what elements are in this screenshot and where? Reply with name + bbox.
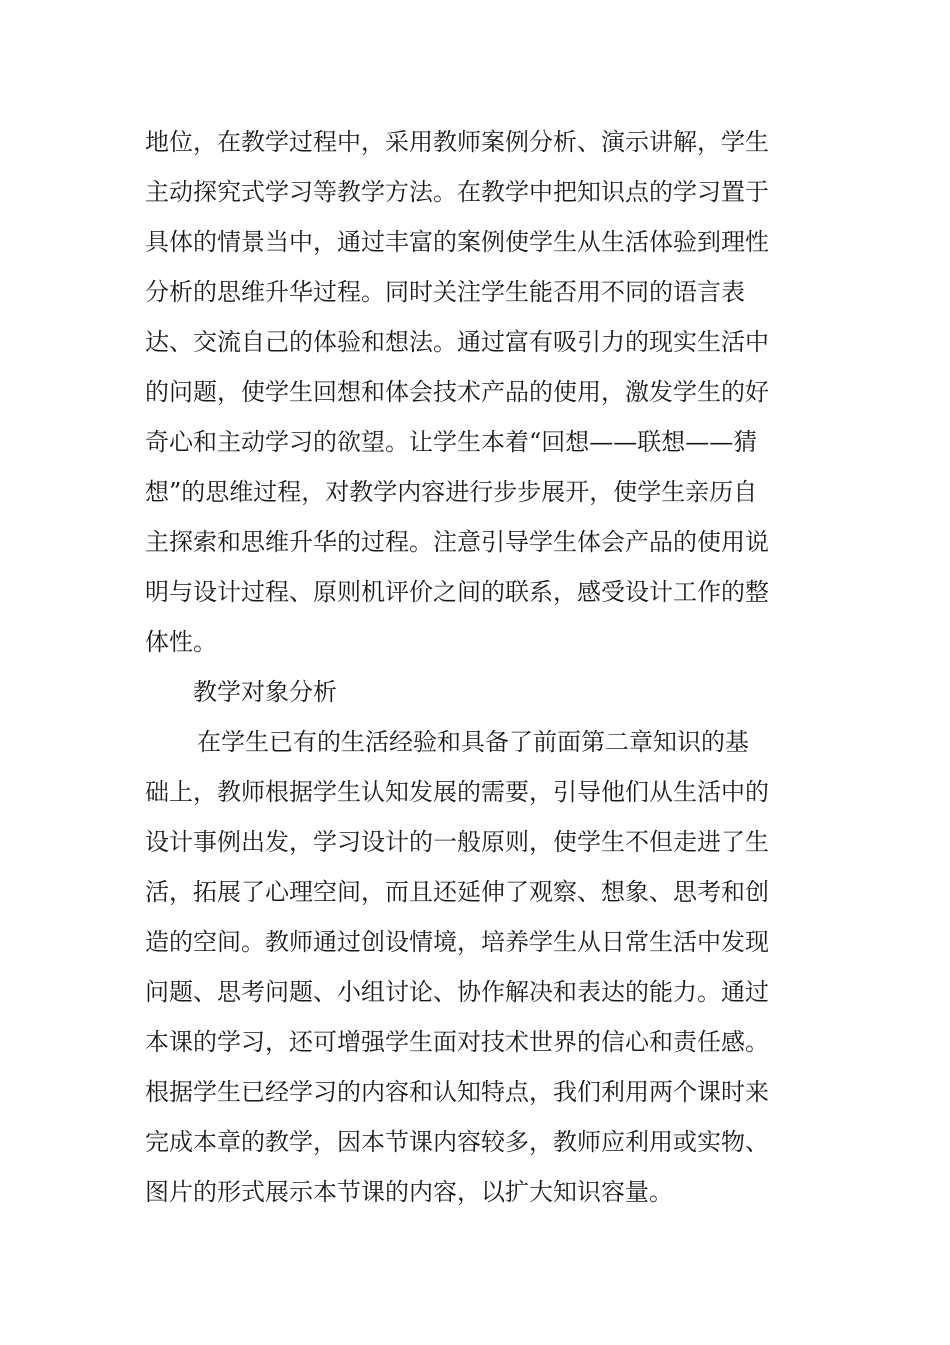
text-line: 体性。: [145, 628, 217, 656]
text-line: 分析的思维升华过程。同时关注学生能否用不同的语言表: [145, 278, 745, 306]
text-line: 问题、思考问题、小组讨论、协作解决和表达的能力。通过: [145, 978, 769, 1006]
text-line: 主动探究式学习等教学方法。在教学中把知识点的学习置于: [145, 178, 769, 206]
text-line: 地位，在教学过程中，采用教师案例分析、演示讲解，学生: [145, 128, 769, 156]
text-line: 造的空间。教师通过创设情境，培养学生从日常生活中发现: [145, 928, 769, 956]
text-line: 在学生已有的生活经验和具备了前面第二章知识的基: [197, 728, 749, 756]
text-line: 的问题，使学生回想和体会技术产品的使用，激发学生的好: [145, 378, 769, 406]
text-line: 明与设计过程、原则机评价之间的联系，感受设计工作的整: [145, 578, 769, 606]
text-line: 奇心和主动学习的欲望。让学生本着“回想——联想——猜: [145, 428, 758, 456]
text-line: 具体的情景当中，通过丰富的案例使学生从生活体验到理性: [145, 228, 769, 256]
text-line: 完成本章的教学，因本节课内容较多，教师应利用或实物、: [145, 1128, 769, 1156]
text-line: 图片的形式展示本节课的内容，以扩大知识容量。: [145, 1178, 673, 1206]
text-line: 想”的思维过程，对教学内容进行步步展开，使学生亲历自: [145, 478, 758, 506]
text-line: 本课的学习，还可增强学生面对技术世界的信心和责任感。: [145, 1028, 769, 1056]
text-line: 主探索和思维升华的过程。注意引导学生体会产品的使用说: [145, 528, 769, 556]
text-line: 础上，教师根据学生认知发展的需要，引导他们从生活中的: [145, 778, 769, 806]
text-line: 活，拓展了心理空间，而且还延伸了观察、想象、思考和创: [145, 878, 769, 906]
text-line: 根据学生已经学习的内容和认知特点，我们利用两个课时来: [145, 1078, 769, 1106]
section-heading: 教学对象分析: [193, 678, 337, 706]
text-line: 设计事例出发，学习设计的一般原则，使学生不但走进了生: [145, 828, 769, 856]
text-line: 达、交流自己的体验和想法。通过富有吸引力的现实生活中: [145, 328, 769, 356]
